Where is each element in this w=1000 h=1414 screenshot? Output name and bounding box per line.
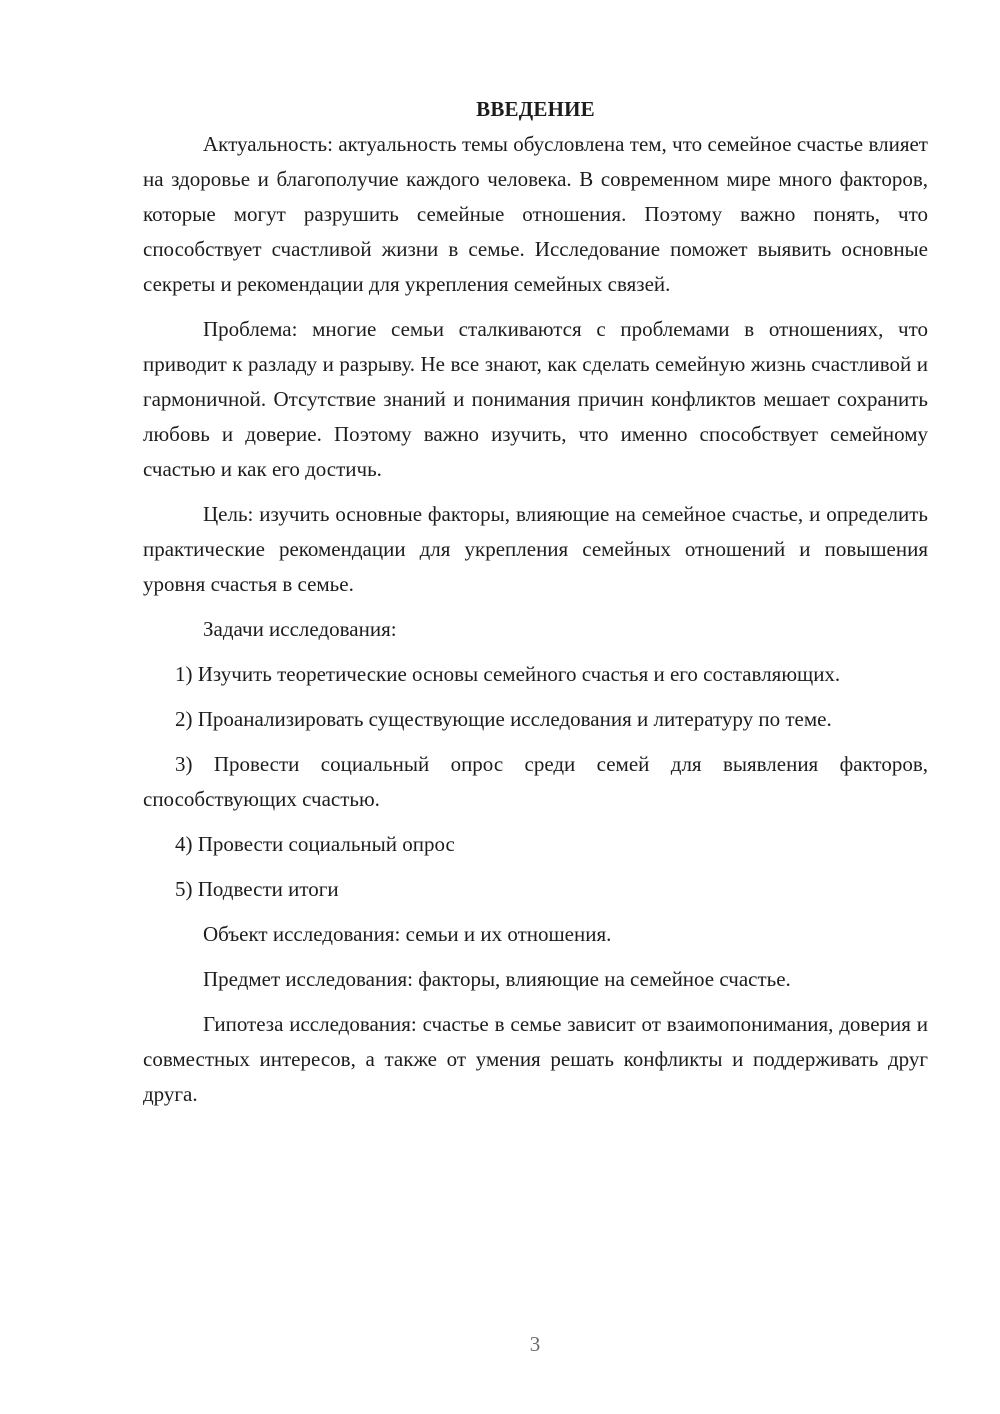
problem-paragraph: Проблема: многие семьи сталкиваются с проблемами в отношениях, что приводит к разладу и разрыву. Не все знают, как сделать семейную жизнь счастливой и гармоничной. Отсутствие знаний и понимания причин конфликтов мешает сохранить любовь и доверие. Поэтому важно изучить, что именно способствует семейному счастью и как его достичь. <box>143 317 928 481</box>
hypothesis-paragraph: Гипотеза исследования: счастье в семье зависит от взаимопонимания, доверия и совместных интересов, а также от умения решать конфликты и поддерживать друг друга. <box>143 1012 928 1106</box>
relevance-paragraph: Актуальность: актуальность темы обусловлена тем, что семейное счастье влияет на здоровье и благополучие каждого человека. В современном мире много факторов, которые могут разрушить семейные отношения. Поэтому важно понять, что способствует счастливой жизни в семье. Исследование поможет выявить основные секреты и рекомендации для укрепления семейных связей. <box>143 132 928 296</box>
task-item-1: 1) Изучить теоретические основы семейного счастья и его составляющих. <box>175 662 841 686</box>
page-title: ВВЕДЕНИЕ <box>476 97 595 121</box>
task-item-5: 5) Подвести итоги <box>175 877 339 901</box>
page-number: 3 <box>529 1332 541 1356</box>
task-item-4: 4) Провести социальный опрос <box>175 832 455 856</box>
task-item-3: 3) Провести социальный опрос среди семей для выявления факторов, способствующих счастью. <box>143 752 928 811</box>
tasks-heading: Задачи исследования: <box>203 617 397 641</box>
task-item-2: 2) Проанализировать существующие исследования и литературу по теме. <box>175 707 832 731</box>
object-paragraph: Объект исследования: семьи и их отношения. <box>203 922 612 946</box>
goal-paragraph: Цель: изучить основные факторы, влияющие на семейное счастье, и определить практические рекомендации для укрепления семейных отношений и повышения уровня счастья в семье. <box>143 502 928 596</box>
document-page <box>143 92 928 1122</box>
subject-paragraph: Предмет исследования: факторы, влияющие на семейное счастье. <box>203 967 791 991</box>
